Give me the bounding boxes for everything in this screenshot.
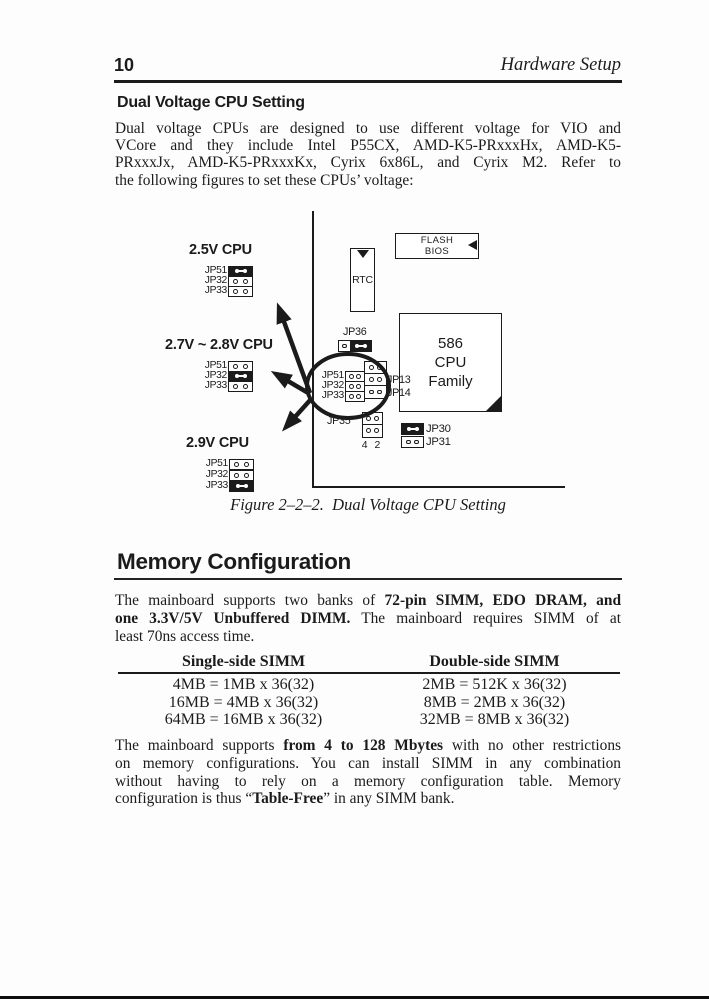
jumper-cap-closed bbox=[228, 266, 253, 277]
table-header-row bbox=[118, 653, 620, 671]
notch-icon bbox=[357, 250, 369, 258]
cpu-socket-label: CPU bbox=[434, 354, 467, 371]
jumper-open bbox=[401, 436, 424, 448]
jumper-open bbox=[364, 385, 387, 399]
jumper-open bbox=[228, 276, 253, 287]
arrow-to-2-5v bbox=[279, 308, 310, 393]
jp30-row bbox=[401, 423, 451, 435]
jumper-cap-closed bbox=[401, 423, 424, 435]
paragraph-dual-voltage: Dual voltage CPUs are designed to use different voltage for VIO and VCore and they include Intel P55CX, AMD-K5-PRxxxHx, AMD-K5- PRxxxJx, AMD-K5-PRxxxKx, Cyrix 6x86L, and Cyrix M2. Refer to the following figures to set these CPUs’ voltage: bbox=[115, 120, 621, 189]
jumper-cap-closed bbox=[229, 481, 254, 492]
jumper-label: JP32 bbox=[321, 380, 344, 392]
center-jumper-row-jp33 bbox=[318, 391, 365, 402]
cpu-socket-label: 586 bbox=[437, 335, 464, 352]
voltage-option-title-2-7v: 2.7V ~ 2.8V CPU bbox=[165, 337, 273, 353]
cpu-socket bbox=[399, 313, 502, 412]
figure-caption: Figure 2–2–2. Dual Voltage CPU Setting bbox=[230, 495, 506, 514]
jp36-label: JP36 bbox=[343, 326, 367, 338]
jumper-label: JP51 bbox=[204, 360, 227, 372]
section-heading-dual-voltage: Dual Voltage CPU Setting bbox=[117, 94, 305, 111]
simm-table bbox=[118, 653, 620, 729]
cpu-socket-label: Family bbox=[428, 373, 473, 390]
rtc-chip bbox=[350, 248, 375, 312]
flash-bios-label: FLASH bbox=[420, 235, 454, 246]
board-outline-left bbox=[312, 211, 314, 488]
jumper-label: JP32 bbox=[205, 469, 228, 481]
jumper-label: JP33 bbox=[204, 285, 227, 297]
jumper-row-jp33 bbox=[200, 286, 253, 297]
running-header-title: Hardware Setup bbox=[500, 55, 621, 75]
jumper-row-jp33 bbox=[200, 381, 253, 392]
table-cell: 2MB = 512K x 36(32) bbox=[422, 676, 567, 693]
table-row bbox=[118, 676, 620, 694]
jumper-row-jp33 bbox=[201, 481, 254, 492]
jp13-jp14-header bbox=[364, 361, 387, 399]
arrow-to-2-7v bbox=[276, 374, 310, 394]
jumper-open bbox=[229, 470, 254, 481]
table-row bbox=[118, 694, 620, 712]
jumper-cap-closed bbox=[228, 371, 253, 382]
table-header-single-side: Single-side SIMM bbox=[181, 653, 306, 670]
jumper-open bbox=[228, 361, 253, 372]
table-cell: 4MB = 1MB x 36(32) bbox=[172, 676, 315, 693]
jp35-header bbox=[362, 412, 383, 438]
arrow-to-2-9v bbox=[286, 398, 312, 427]
table-rule bbox=[118, 672, 620, 674]
jumper-label: JP51 bbox=[204, 265, 227, 277]
header-rule bbox=[114, 80, 622, 83]
jumper-open bbox=[228, 381, 253, 392]
jumper-label: JP32 bbox=[204, 370, 227, 382]
jumper-label: JP33 bbox=[204, 380, 227, 392]
jp36-jumper-icon bbox=[338, 340, 372, 352]
jp30-label: JP30 bbox=[426, 423, 451, 435]
table-cell: 32MB = 8MB x 36(32) bbox=[419, 711, 570, 729]
jumper-label: JP33 bbox=[321, 390, 344, 402]
table-cell: 8MB = 2MB x 36(32) bbox=[423, 693, 566, 711]
board-outline-bottom bbox=[312, 486, 565, 488]
flash-bios-chip bbox=[395, 233, 479, 259]
jumper-row-jp32 bbox=[201, 470, 254, 481]
voltage-option-title-2-5v: 2.5V CPU bbox=[189, 242, 252, 258]
jp35-label: JP35 bbox=[327, 415, 351, 427]
table-cell: 64MB = 16MB x 36(32) bbox=[164, 711, 323, 729]
jumper-label: JP51 bbox=[205, 458, 228, 470]
jumper-row-jp51 bbox=[201, 459, 254, 470]
jp31-label: JP31 bbox=[426, 436, 451, 448]
table-cell: 16MB = 4MB x 36(32) bbox=[168, 693, 319, 711]
table-header-double-side: Double-side SIMM bbox=[429, 653, 560, 670]
jumper-open bbox=[229, 459, 254, 470]
table-row bbox=[118, 711, 620, 729]
flash-bios-label: BIOS bbox=[424, 245, 450, 257]
jp14-label: JP14 bbox=[387, 387, 411, 399]
section-rule bbox=[114, 578, 622, 580]
jumper-label: JP33 bbox=[205, 480, 228, 492]
jp31-row bbox=[401, 436, 451, 448]
page-number: 10 bbox=[114, 55, 135, 75]
section-heading-memory: Memory Configuration bbox=[117, 549, 351, 574]
jumper-cap-closed bbox=[350, 340, 372, 352]
jumper-label: JP32 bbox=[204, 275, 227, 287]
paragraph-memory-outro: The mainboard supports from 4 to 128 Mbytes with no other restrictions on memory configurations. You can install SIMM in any combination without having to rely on a memory configuration table. Memory configuration is thus “Table-Free” in any SIMM bank. bbox=[115, 737, 622, 808]
jumper-open bbox=[345, 391, 365, 402]
jp35-pin-numbers: 4 2 bbox=[361, 439, 381, 451]
notch-icon bbox=[468, 240, 477, 250]
corner-marker-icon bbox=[486, 396, 501, 411]
jumper-open bbox=[345, 381, 365, 392]
voltage-option-title-2-9v: 2.9V CPU bbox=[186, 435, 249, 451]
jumper-open bbox=[228, 286, 253, 297]
paragraph-memory-intro: The mainboard supports two banks of 72-pin SIMM, EDO DRAM, and one 3.3V/5V Unbuffered DIMM. The mainboard requires SIMM of at least 70ns access time. bbox=[115, 592, 622, 645]
jumper-label: JP51 bbox=[321, 370, 344, 382]
jumper-open bbox=[362, 424, 383, 438]
jp13-label: JP13 bbox=[387, 374, 411, 386]
jumper-open bbox=[345, 371, 365, 382]
rtc-label: RTC bbox=[352, 274, 373, 286]
